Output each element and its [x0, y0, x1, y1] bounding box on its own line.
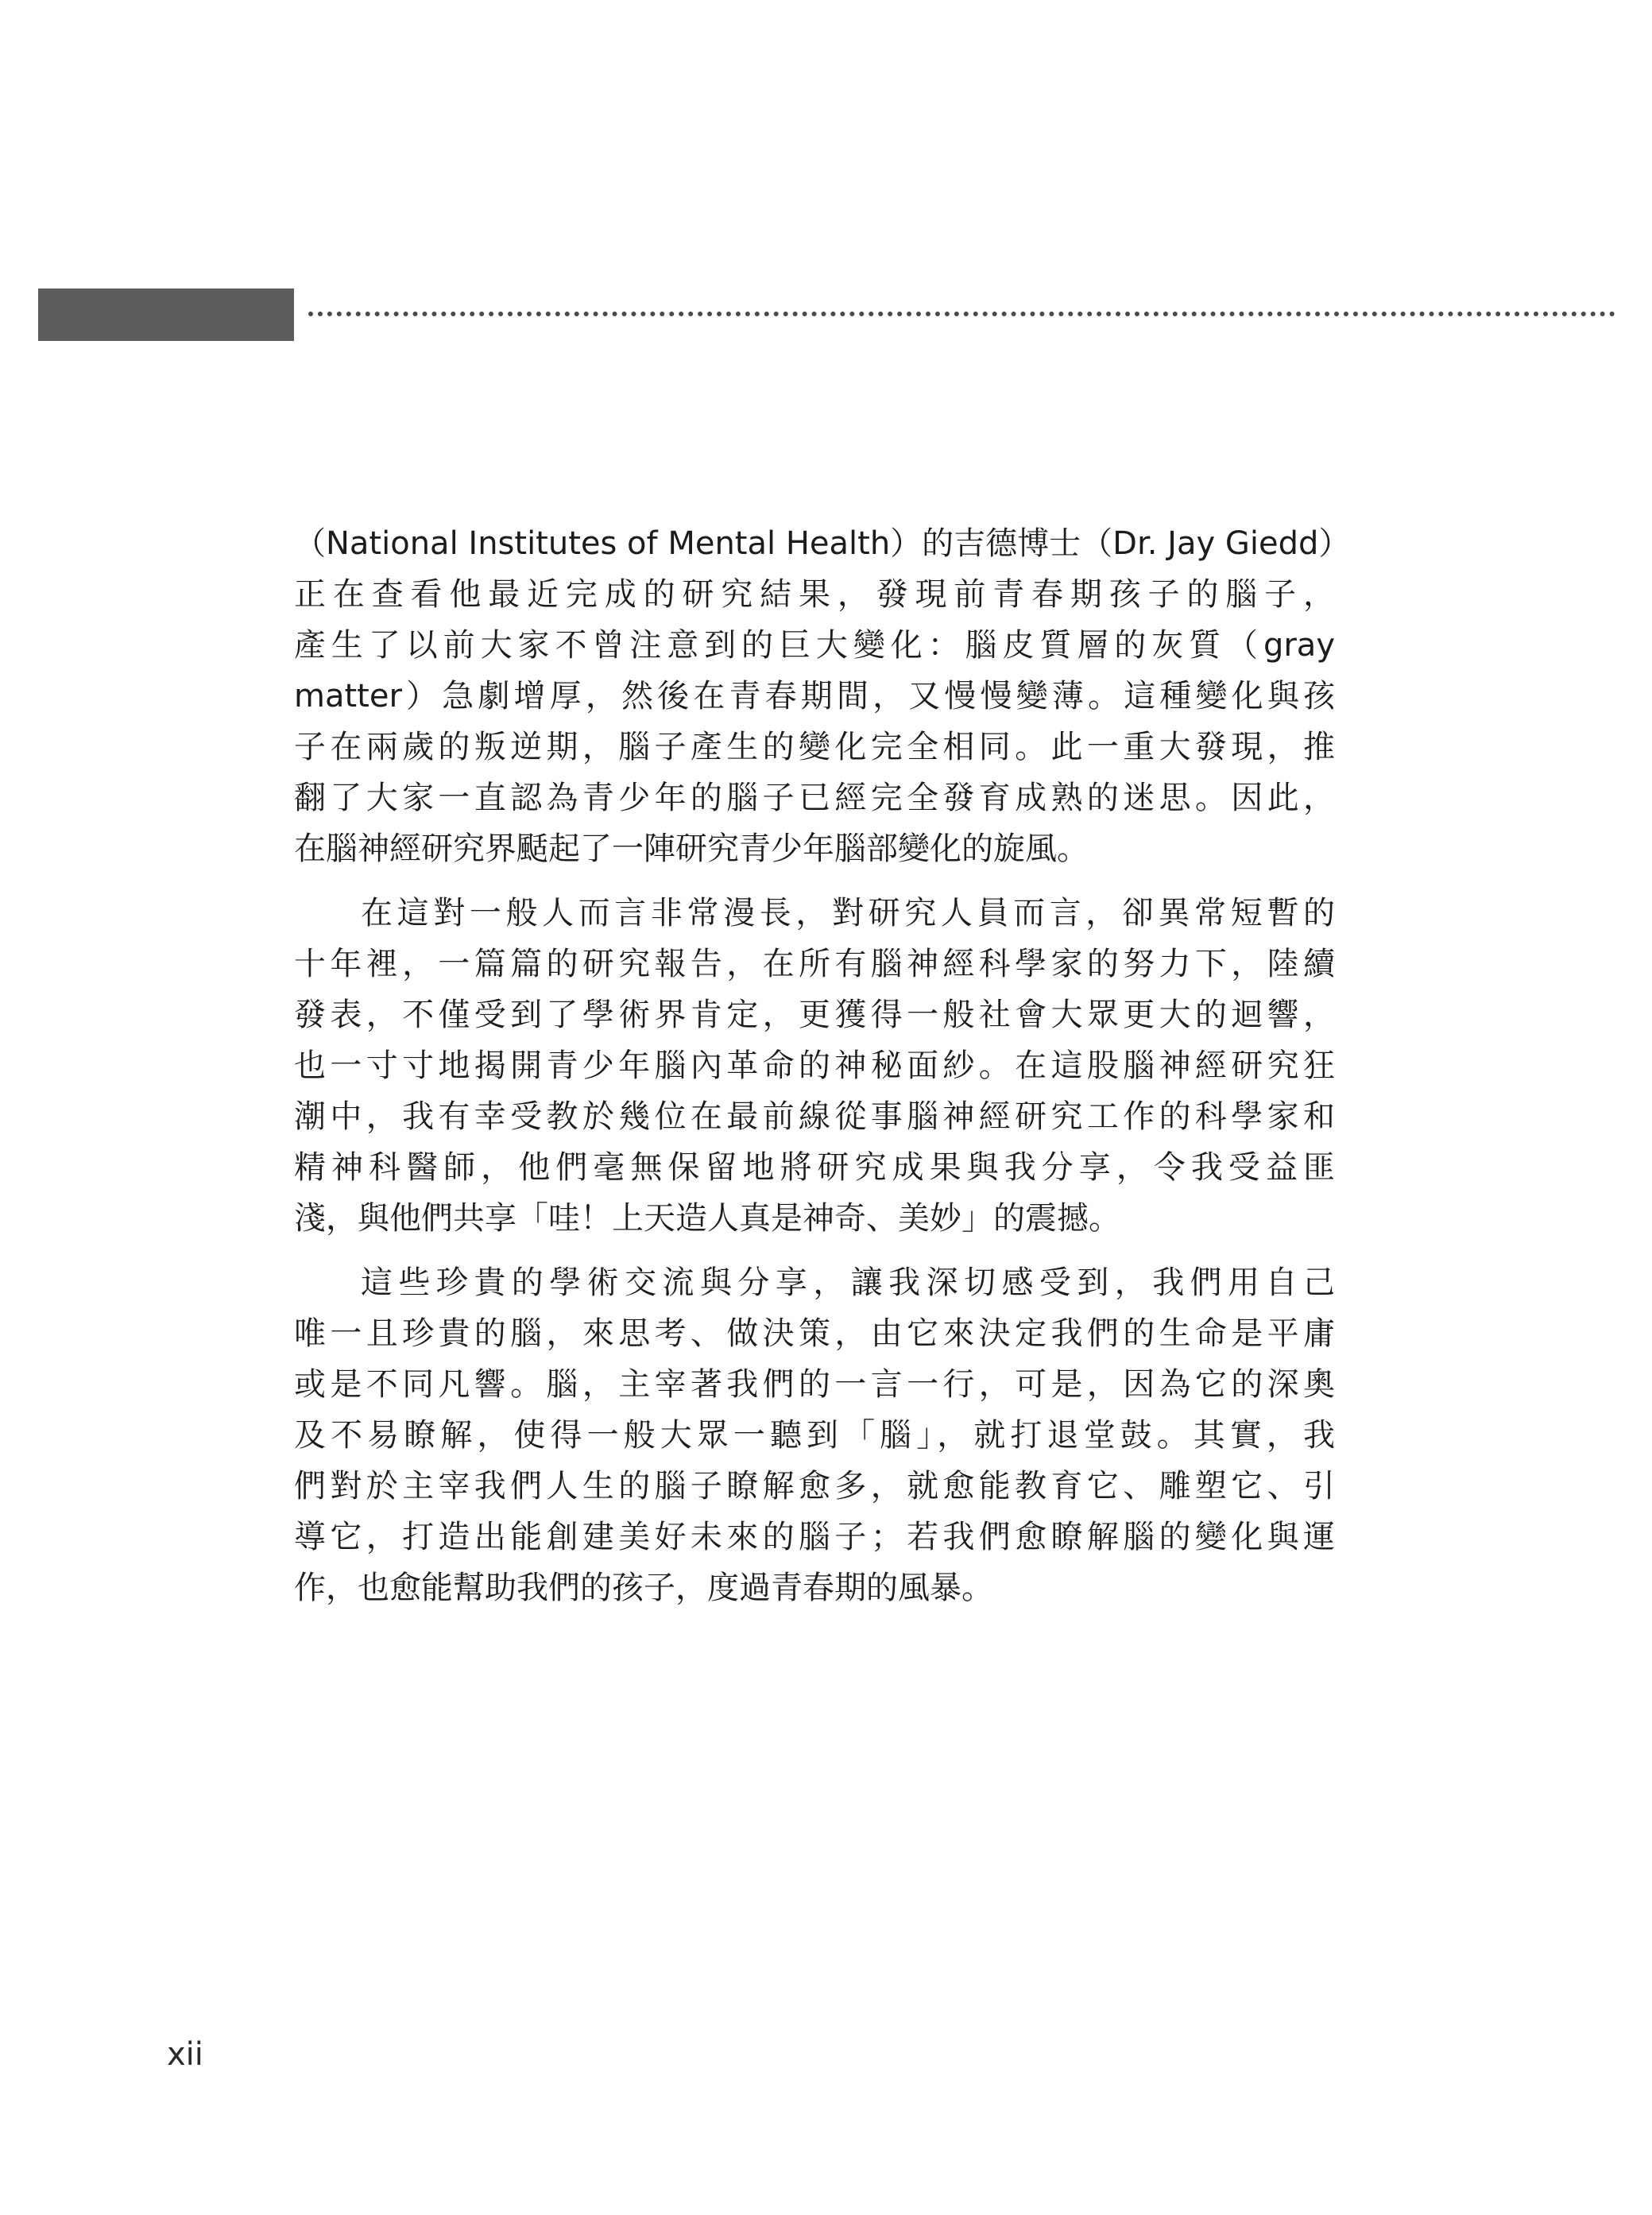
text-line: matter）急劇增厚，然後在青春期間，又慢慢變薄。這種變化與孩	[294, 678, 1335, 714]
text-line: 或是不同凡響。腦，主宰著我們的一言一行，可是，因為它的深奧	[294, 1366, 1335, 1403]
text-line: 發表，不僅受到了學術界肯定，更獲得一般社會大眾更大的迴響，	[294, 997, 1335, 1033]
text-line: 唯一且珍貴的腦，來思考、做決策，由它來決定我們的生命是平庸	[294, 1315, 1335, 1352]
text-line: 潮中，我有幸受教於幾位在最前線從事腦神經研究工作的科學家和	[294, 1098, 1335, 1135]
text-line: 及不易瞭解，使得一般大眾一聽到「腦」，就打退堂鼓。其實，我	[294, 1417, 1335, 1454]
paragraph-3	[294, 1257, 1335, 1613]
text-line: （National Institutes of Mental Health）的吉德博士（Dr. Jay Giedd）	[294, 525, 1351, 562]
text-line: 在這對一般人而言非常漫長，對研究人員而言，卻異常短暫的	[361, 895, 1335, 931]
body-text	[294, 518, 1351, 1613]
text-line: 精神科醫師，他們毫無保留地將研究成果與我分享，令我受益匪	[294, 1149, 1335, 1186]
text-line: 導它，打造出能創建美好未來的腦子；若我們愈瞭解腦的變化與運	[294, 1519, 1335, 1555]
text-line: 子在兩歲的叛逆期，腦子產生的變化完全相同。此一重大發現，推	[294, 729, 1335, 765]
page-number: xii	[167, 2036, 203, 2073]
paragraph-2	[294, 888, 1335, 1244]
text-line: 產生了以前大家不曾注意到的巨大變化：腦皮質層的灰質（gray	[294, 627, 1335, 664]
text-line: 十年裡，一篇篇的研究報告，在所有腦神經科學家的努力下，陸續	[294, 946, 1335, 982]
text-line: 也一寸寸地揭開青少年腦內革命的神秘面紗。在這股腦神經研究狂	[294, 1047, 1335, 1084]
paragraph-1	[294, 518, 1351, 874]
text-line: 在腦神經研究界颳起了一陣研究青少年腦部變化的旋風。	[294, 831, 1089, 867]
text-line: 這些珍貴的學術交流與分享，讓我深切感受到，我們用自己	[361, 1264, 1335, 1301]
chapter-header-bar	[38, 288, 294, 341]
header-dotted-rule	[308, 312, 1615, 316]
text-line: 們對於主宰我們人生的腦子瞭解愈多，就愈能教育它、雕塑它、引	[294, 1468, 1335, 1504]
text-line: 淺，與他們共享「哇！上天造人真是神奇、美妙」的震撼。	[294, 1200, 1120, 1237]
text-line: 翻了大家一直認為青少年的腦子已經完全發育成熟的迷思。因此，	[294, 780, 1335, 816]
text-line: 正在查看他最近完成的研究結果，發現前青春期孩子的腦子，	[294, 576, 1335, 613]
text-line: 作，也愈能幫助我們的孩子，度過青春期的風暴。	[294, 1570, 993, 1606]
